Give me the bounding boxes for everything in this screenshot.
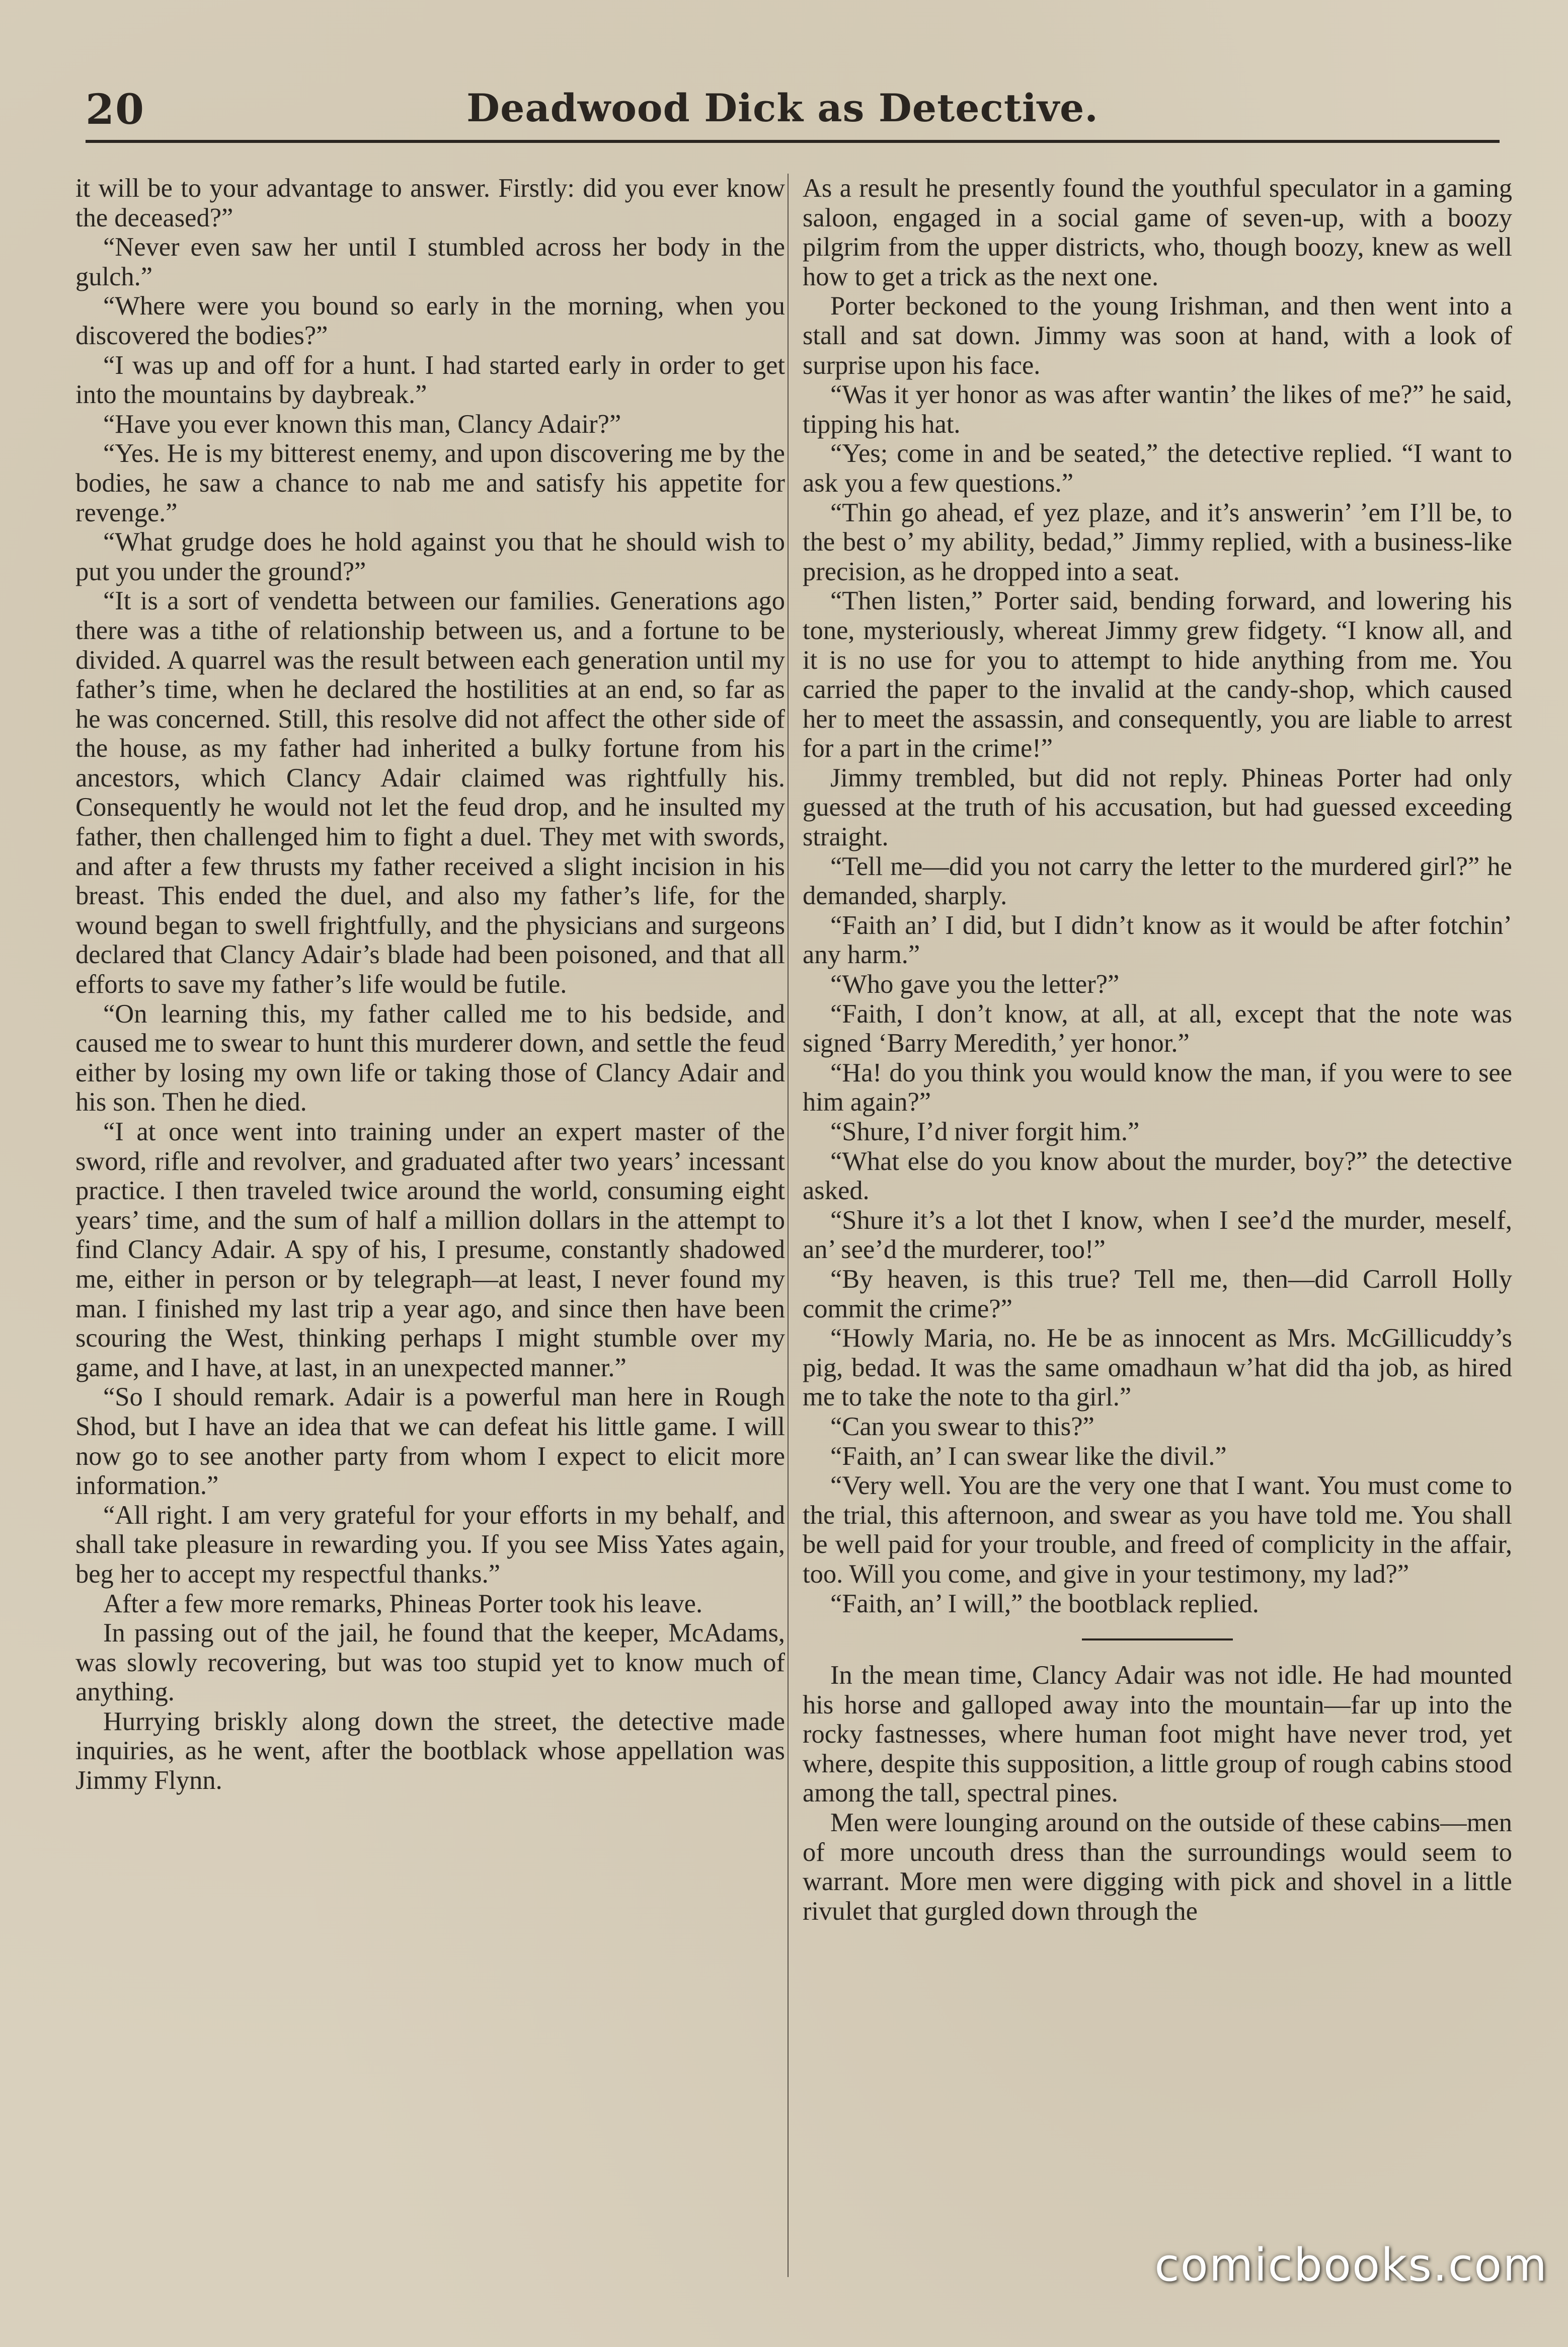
paragraph: it will be to your advantage to answer. Firstly: did you ever know the deceased?” <box>75 174 785 232</box>
paragraph: “On learning this, my father called me to his bedside, and caused me to swear to hunt this murderer down, and settle the feud either by losing my own life or taking those of Clancy Adair and his son. Then he died. <box>75 999 785 1117</box>
paragraph: “Who gave you the letter?” <box>830 970 1120 999</box>
paragraph: “Yes. He is my bitterest enemy, and upon discovering me by the bodies, he saw a chance to nab me and satisfy his appetite for revenge.” <box>75 439 785 527</box>
paragraph: “Shure it’s a lot thet I know, when I see’d the murder, meself, an’ see’d the murderer, too!” <box>803 1205 1512 1265</box>
paragraph: “Faith an’ I did, but I didn’t know as it would be after fotchin’ any harm.” <box>803 910 1512 970</box>
paragraph: “I at once went into training under an expert master of the sword, rifle and revolver, and graduated after two years’ incessant practice. I then traveled twice around the world, consuming eight years’ time, and the sum of half a million dollars in the attempt to find Clancy Adair. A spy of his, I presume, constantly shadowed me, either in person or by telegraph—at least, I never found my man. I finished my last trip a year ago, and since then have been scouring the West, thinking perhaps I might stumble over my game, and I have, at last, in an unexpected manner.” <box>75 1117 785 1382</box>
header-rule <box>86 140 1500 143</box>
paragraph: “Faith, an’ I will,” the bootblack replied. <box>830 1589 1259 1618</box>
paragraph: “Have you ever known this man, Clancy Adair?” <box>103 409 621 439</box>
section-break-rule <box>1082 1638 1233 1640</box>
paragraph: Jimmy trembled, but did not reply. Phineas Porter had only guessed at the truth of his accusation, but had guessed exceeding straight. <box>803 763 1512 852</box>
paragraph: “Never even saw her until I stumbled across her body in the gulch.” <box>75 232 785 291</box>
paragraph: “Howly Maria, no. He be as innocent as Mrs. McGillicuddy’s pig, bedad. It was the same omadhaun w’hat did tha job, as hired me to take the note to tha girl.” <box>803 1323 1512 1412</box>
paragraph: “So I should remark. Adair is a powerful man here in Rough Shod, but I have an idea that we can defeat his little game. I will now go to see another party from whom I expect to elicit more information.” <box>75 1382 785 1501</box>
paragraph: “Faith, an’ I can swear like the divil.” <box>830 1441 1227 1471</box>
paragraph: After a few more remarks, Phineas Porter took his leave. <box>103 1589 703 1618</box>
paragraph: Hurrying briskly along down the street, the detective made inquiries, as he went, after the bootblack whose appellation was Jimmy Flynn. <box>75 1706 785 1795</box>
paragraph: “Very well. You are the very one that I want. You must come to the trial, this afternoon, and swear as you have told me. You shall be well paid for your trouble, and freed of complicity in the affair, too. Will you come, and give in your testimony, my lad?” <box>803 1471 1512 1589</box>
paragraph: “What grudge does he hold against you that he should wish to put you under the ground?” <box>75 527 785 586</box>
paragraph: In passing out of the jail, he found that the keeper, McAdams, was slowly recovering, but was too stupid yet to know much of anything. <box>75 1618 785 1707</box>
paragraph: “Where were you bound so early in the morning, when you discovered the bodies?” <box>75 291 785 350</box>
paragraph: “Tell me—did you not carry the letter to the murdered girl?” he demanded, sharply. <box>803 851 1512 911</box>
site-watermark: comicbooks.com <box>1154 2239 1548 2292</box>
page-header <box>65 81 1500 151</box>
paragraph: As a result he presently found the youthful speculator in a gaming saloon, engaged in a social game of seven-up, with a boozy pilgrim from the upper districts, who, though boozy, knew as well how to get a trick as the next one. <box>803 174 1512 291</box>
paragraph: “Then listen,” Porter said, bending forward, and lowering his tone, mysteriously, whereat Jimmy grew fidgety. “I know all, and it is no use for you to attempt to hide anything from me. You carried the paper to the invalid at the candy-shop, which caused her to meet the assassin, and consequently, you are liable to arrest for a part in the crime!” <box>803 586 1512 763</box>
paragraph: “I was up and off for a hunt. I had started early in order to get into the mountains by daybreak.” <box>75 350 785 410</box>
right-column <box>803 174 1512 2287</box>
paragraph: Porter beckoned to the young Irishman, and then went into a stall and sat down. Jimmy was soon at hand, with a look of surprise upon his face. <box>803 291 1512 380</box>
paragraph: “All right. I am very grateful for your efforts in my behalf, and shall take pleasure in rewarding you. If you see Miss Yates again, beg her to accept my respectful thanks.” <box>75 1500 785 1589</box>
paragraph: “Thin go ahead, ef yez plaze, and it’s answerin’ ’em I’ll be, to the best o’ my ability, bedad,” Jimmy replied, with a business-like precision, as he dropped into a seat. <box>803 498 1512 586</box>
paragraph: “Can you swear to this?” <box>830 1412 1094 1441</box>
running-title: Deadwood Dick as Detective. <box>466 86 1099 130</box>
paragraph: In the mean time, Clancy Adair was not idle. He had mounted his horse and galloped away into the mountain—far up into the rocky fastnesses, where human foot might have never trod, yet where, despite this supposition, a little group of rough cabins stood among the tall, spectral pines. <box>803 1661 1512 1808</box>
paragraph: “Was it yer honor as was after wantin’ the likes of me?” he said, tipping his hat. <box>803 380 1512 439</box>
paragraph: “It is a sort of vendetta between our families. Generations ago there was a tithe of relationship between us, and a fortune to be divided. A quarrel was the result between each generation until my father’s time, when he declared the hostilities at an end, so far as he was concerned. Still, this resolve did not affect the other side of the house, as my father had inherited a bulky fortune from his ancestors, which Clancy Adair claimed was rightfully his. Consequently he would not let the feud drop, and he insulted my father, then challenged him to fight a duel. They met with swords, and after a few thrusts my father received a slight incision in his breast. This ended the duel, and also my father’s life, for the wound began to swell frightfully, and the physicians and surgeons declared that Clancy Adair’s blade had been poisoned, and that all efforts to save my father’s life would be futile. <box>75 586 785 999</box>
column-divider <box>788 174 789 2277</box>
paragraph: “Shure, I’d niver forgit him.” <box>830 1117 1140 1146</box>
paragraph: “What else do you know about the murder, boy?” the detective asked. <box>803 1146 1512 1206</box>
paragraph: “By heaven, is this true? Tell me, then—did Carroll Holly commit the crime?” <box>803 1264 1512 1323</box>
page-number: 20 <box>86 86 145 134</box>
paragraph: “Yes; come in and be seated,” the detective replied. “I want to ask you a few questions.” <box>803 439 1512 498</box>
paragraph: Men were lounging around on the outside of these cabins—men of more uncouth dress than the surroundings would seem to warrant. More men were digging with pick and shovel in a little rivulet that gurgled down through the <box>803 1808 1512 1926</box>
paragraph: “Faith, I don’t know, at all, at all, except that the note was signed ‘Barry Meredith,’ yer honor.” <box>803 999 1512 1058</box>
paragraph: “Ha! do you think you would know the man, if you were to see him again?” <box>803 1058 1512 1117</box>
left-column <box>75 174 785 2287</box>
